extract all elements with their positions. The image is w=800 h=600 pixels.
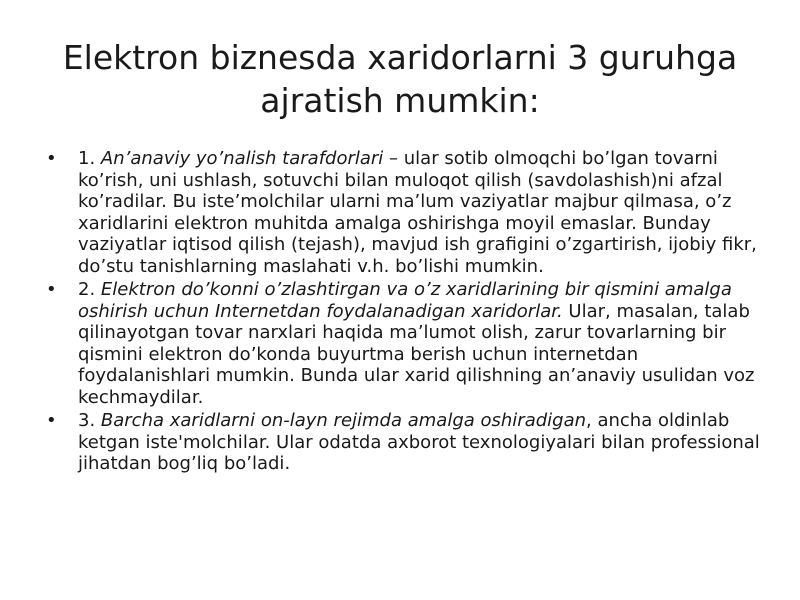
slide-title: Elektron biznesda xaridorlarni 3 guruhga ajratish mumkin: (62, 38, 738, 120)
bullet-text: – ular sotib olmoqchi bo’lgan tovarni ko’rish, uni ushlash, sotuvchi bilan muloqot qilish (savdolashish)ni afzal ko’radilar. Bu iste’molchilar ularni ma’lum vaziyatlar majbur qilmasa, o’z xaridlarini elektron muhitda amalga oshirishga moyil emaslar. Bunday vaziyatlar iqtisod qilish (tejash), mavjud ish grafigini o’zgartirish, ijobiy fikr, do’stu tanishlarning maslahati v.h. bo’lishi mumkin. (78, 148, 757, 277)
bullet-dot-icon: • (46, 148, 57, 169)
bullet-text: , ancha oldinlab ketgan iste'molchilar. Ular odatda axborot texnologiyalari bilan professional jihatdan bog’liq bo’ladi. (78, 410, 760, 474)
bullet-number: 2. (78, 279, 101, 300)
bullet-list (40, 148, 760, 477)
bullet-dot-icon: • (46, 279, 57, 300)
bullet-emphasis: Barcha xaridlarni on-layn rejimda amalga oshiradigan (100, 410, 587, 431)
bullet-text: Ular, masalan, talab qilinayotgan tovar narxlari haqida ma’lumot olish, zarur tovarlarning bir qismini elektron do’konda buyurtma berish uchun internetdan foydalanishlari mumkin. Bunda ular xarid qilishning an’anaviy usulidan voz kechmaydilar. (78, 300, 755, 408)
bullet-dot-icon: • (46, 410, 57, 431)
bullet-item-3 (40, 410, 760, 475)
bullet-number: 1. (78, 148, 101, 169)
bullet-number: 3. (78, 410, 101, 431)
bullet-item-1 (40, 148, 760, 277)
bullet-emphasis: An’anaviy yo’nalish tarafdorlari (100, 148, 384, 169)
bullet-emphasis: Elektron do’konni o’zlashtirgan va o’z xaridlarining bir qismini amalga oshirish uchun Internetdan foydalanadigan xaridorlar. (78, 279, 732, 322)
bullet-item-2 (40, 279, 760, 408)
